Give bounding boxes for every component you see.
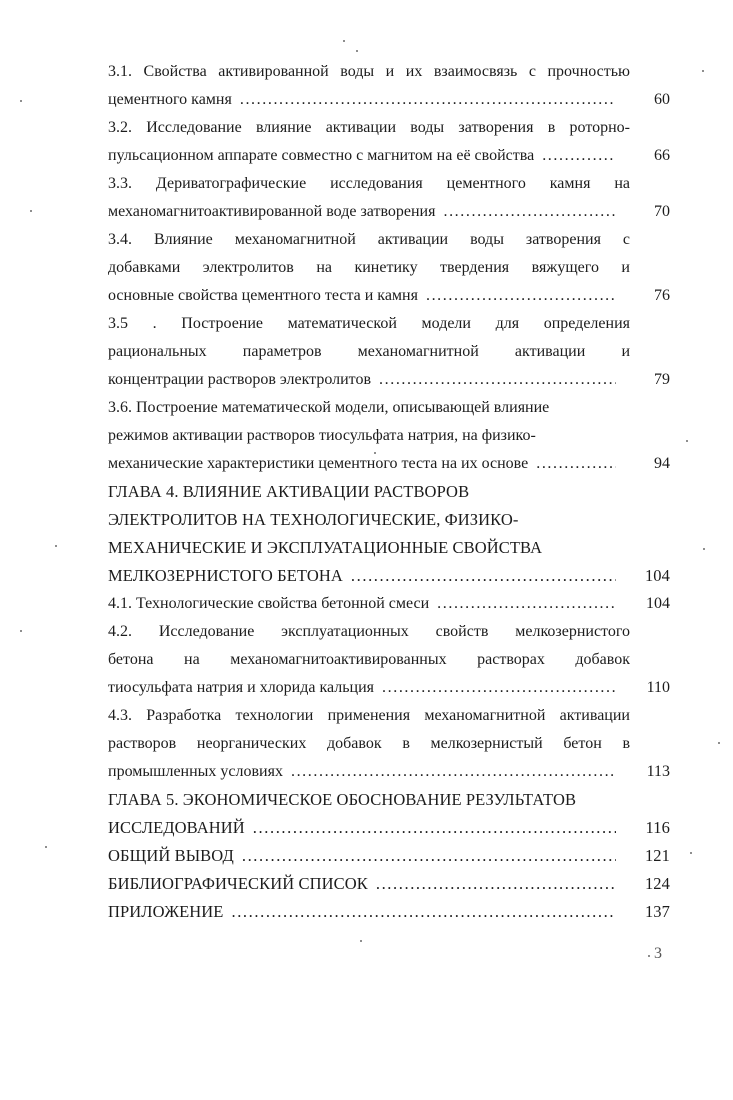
toc-entry-4-3: [108, 702, 670, 786]
toc-entry-last-line: [108, 450, 670, 478]
toc-entry-title: тиосульфата натрия и хлорида кальция: [108, 679, 375, 696]
scan-speck: [343, 40, 345, 42]
scan-speck: [360, 940, 362, 942]
scan-speck: [703, 548, 705, 550]
toc-line: 3.5 . Построение математической модели для определения: [108, 315, 630, 332]
dot-leader: [376, 870, 616, 898]
toc-page-number: 104: [646, 595, 670, 612]
toc-entry-last-line: [108, 142, 670, 170]
dot-leader: [536, 450, 616, 478]
toc-entry-title: механические характеристики цементного теста на их основе: [108, 455, 529, 472]
toc-entry-title: МЕЛКОЗЕРНИСТОГО БЕТОНА: [108, 566, 343, 585]
dot-leader: [382, 674, 616, 702]
dot-leader: [231, 898, 616, 926]
dot-leader: [426, 282, 616, 310]
toc-page-number: 137: [644, 902, 670, 921]
toc-entry-title: БИБЛИОГРАФИЧЕСКИЙ СПИСОК: [108, 874, 368, 893]
toc-entry-4-2: [108, 618, 670, 702]
toc-chapter-line: ЭЛЕКТРОЛИТОВ НА ТЕХНОЛОГИЧЕСКИЕ, ФИЗИКО-: [108, 510, 519, 529]
toc-chapter-5: [108, 786, 670, 842]
toc-line: добавками электролитов на кинетику твердения вяжущего и: [108, 259, 630, 276]
toc-line: 3.3. Дериватографические исследования цементного камня на: [108, 175, 630, 192]
scan-speck: [356, 50, 358, 52]
toc-page-number: 121: [644, 846, 670, 865]
toc-line: 4.3. Разработка технологии применения механомагнитной активации: [108, 707, 630, 724]
dot-leader: [542, 142, 616, 170]
toc-entry-last-line: [108, 590, 670, 618]
toc-entry-last-line: [108, 282, 670, 310]
toc-entry-last-line: [108, 562, 670, 590]
toc-bibliography: [108, 870, 670, 898]
toc-entry-3-5: [108, 310, 670, 394]
toc-appendix: [108, 898, 670, 926]
toc-entry-title: ОБЩИЙ ВЫВОД: [108, 846, 234, 865]
toc-entry-title: 4.1. Технологические свойства бетонной смеси: [108, 595, 430, 612]
scan-speck: [55, 545, 57, 547]
toc-page-number: 94: [654, 455, 670, 472]
toc-entry-title: промышленных условиях: [108, 763, 283, 780]
scan-speck: [45, 846, 47, 848]
toc-entry-title: основные свойства цементного теста и камня: [108, 287, 418, 304]
toc-page-number: 60: [654, 91, 670, 108]
toc-line: рациональных параметров механомагнитной активации и: [108, 343, 630, 360]
toc-chapter-4: [108, 478, 670, 590]
toc-page-number: 76: [654, 287, 670, 304]
toc-entry-3-6: [108, 394, 670, 478]
toc-conclusion: [108, 842, 670, 870]
toc-entry-3-1: [108, 58, 670, 114]
scan-speck: [718, 742, 720, 744]
toc-entry-last-line: [108, 674, 670, 702]
toc-entry-title: ИССЛЕДОВАНИЙ: [108, 818, 245, 837]
toc-chapter-line: ГЛАВА 5. ЭКОНОМИЧЕСКОЕ ОБОСНОВАНИЕ РЕЗУЛЬТАТОВ: [108, 790, 577, 809]
toc-line: бетона на механомагнитоактивированных растворах добавок: [108, 651, 630, 668]
toc-line: 4.2. Исследование эксплуатационных свойств мелкозернистого: [108, 623, 630, 640]
toc-page-number: 104: [644, 566, 670, 585]
scan-speck: [702, 70, 704, 72]
toc-entry-last-line: [108, 366, 670, 394]
dot-leader: [437, 590, 616, 618]
scan-speck: [20, 630, 22, 632]
dot-leader: [242, 842, 616, 870]
toc-page-number: 79: [654, 371, 670, 388]
dot-leader: [351, 562, 616, 590]
toc-line: 3.6. Построение математической модели, описывающей влияние: [108, 399, 550, 416]
toc-entry-last-line: [108, 898, 670, 926]
scan-speck: [30, 210, 32, 212]
dot-leader: [291, 758, 616, 786]
toc-line: 3.4. Влияние механомагнитной активации воды затворения с: [108, 231, 630, 248]
dot-leader: [443, 198, 616, 226]
scan-speck: [648, 955, 650, 957]
toc-page-number: 66: [654, 147, 670, 164]
scan-speck: [20, 100, 22, 102]
dot-leader: [379, 366, 616, 394]
toc-entry-last-line: [108, 86, 670, 114]
toc-entry-last-line: [108, 758, 670, 786]
toc-page-number: 110: [646, 679, 670, 696]
toc-entry-last-line: [108, 814, 670, 842]
toc-entry-last-line: [108, 870, 670, 898]
toc-entry-4-1: [108, 590, 670, 618]
page-number: 3: [654, 945, 662, 962]
toc-entry-title: цементного камня: [108, 91, 232, 108]
toc-line: 3.2. Исследование влияние активации воды затворения в роторно-: [108, 119, 630, 136]
toc-entry-3-2: [108, 114, 670, 170]
toc-line: режимов активации растворов тиосульфата натрия, на физико-: [108, 427, 536, 444]
toc-page-number: 113: [646, 763, 670, 780]
toc-entry-title: пульсационном аппарате совместно с магнитом на её свойства: [108, 147, 535, 164]
toc-entry-3-3: [108, 170, 670, 226]
toc-chapter-line: ГЛАВА 4. ВЛИЯНИЕ АКТИВАЦИИ РАСТВОРОВ: [108, 482, 470, 501]
toc-entry-last-line: [108, 198, 670, 226]
toc-page-number: 70: [654, 203, 670, 220]
toc-page-number: 116: [645, 818, 670, 837]
toc-entry-last-line: [108, 842, 670, 870]
dot-leader: [253, 814, 616, 842]
table-of-contents: [108, 58, 670, 926]
toc-entry-3-4: [108, 226, 670, 310]
toc-entry-title: механомагнитоактивированной воде затворения: [108, 203, 436, 220]
toc-entry-title: ПРИЛОЖЕНИЕ: [108, 902, 224, 921]
toc-line: растворов неорганических добавок в мелкозернистый бетон в: [108, 735, 630, 752]
scan-speck: [690, 852, 692, 854]
toc-line: 3.1. Свойства активированной воды и их взаимосвязь с прочностью: [108, 63, 630, 80]
dot-leader: [240, 86, 616, 114]
toc-page-number: 124: [644, 874, 670, 893]
scan-speck: [686, 440, 688, 442]
toc-chapter-line: МЕХАНИЧЕСКИЕ И ЭКСПЛУАТАЦИОННЫЕ СВОЙСТВА: [108, 538, 543, 557]
toc-entry-title: концентрации растворов электролитов: [108, 371, 372, 388]
